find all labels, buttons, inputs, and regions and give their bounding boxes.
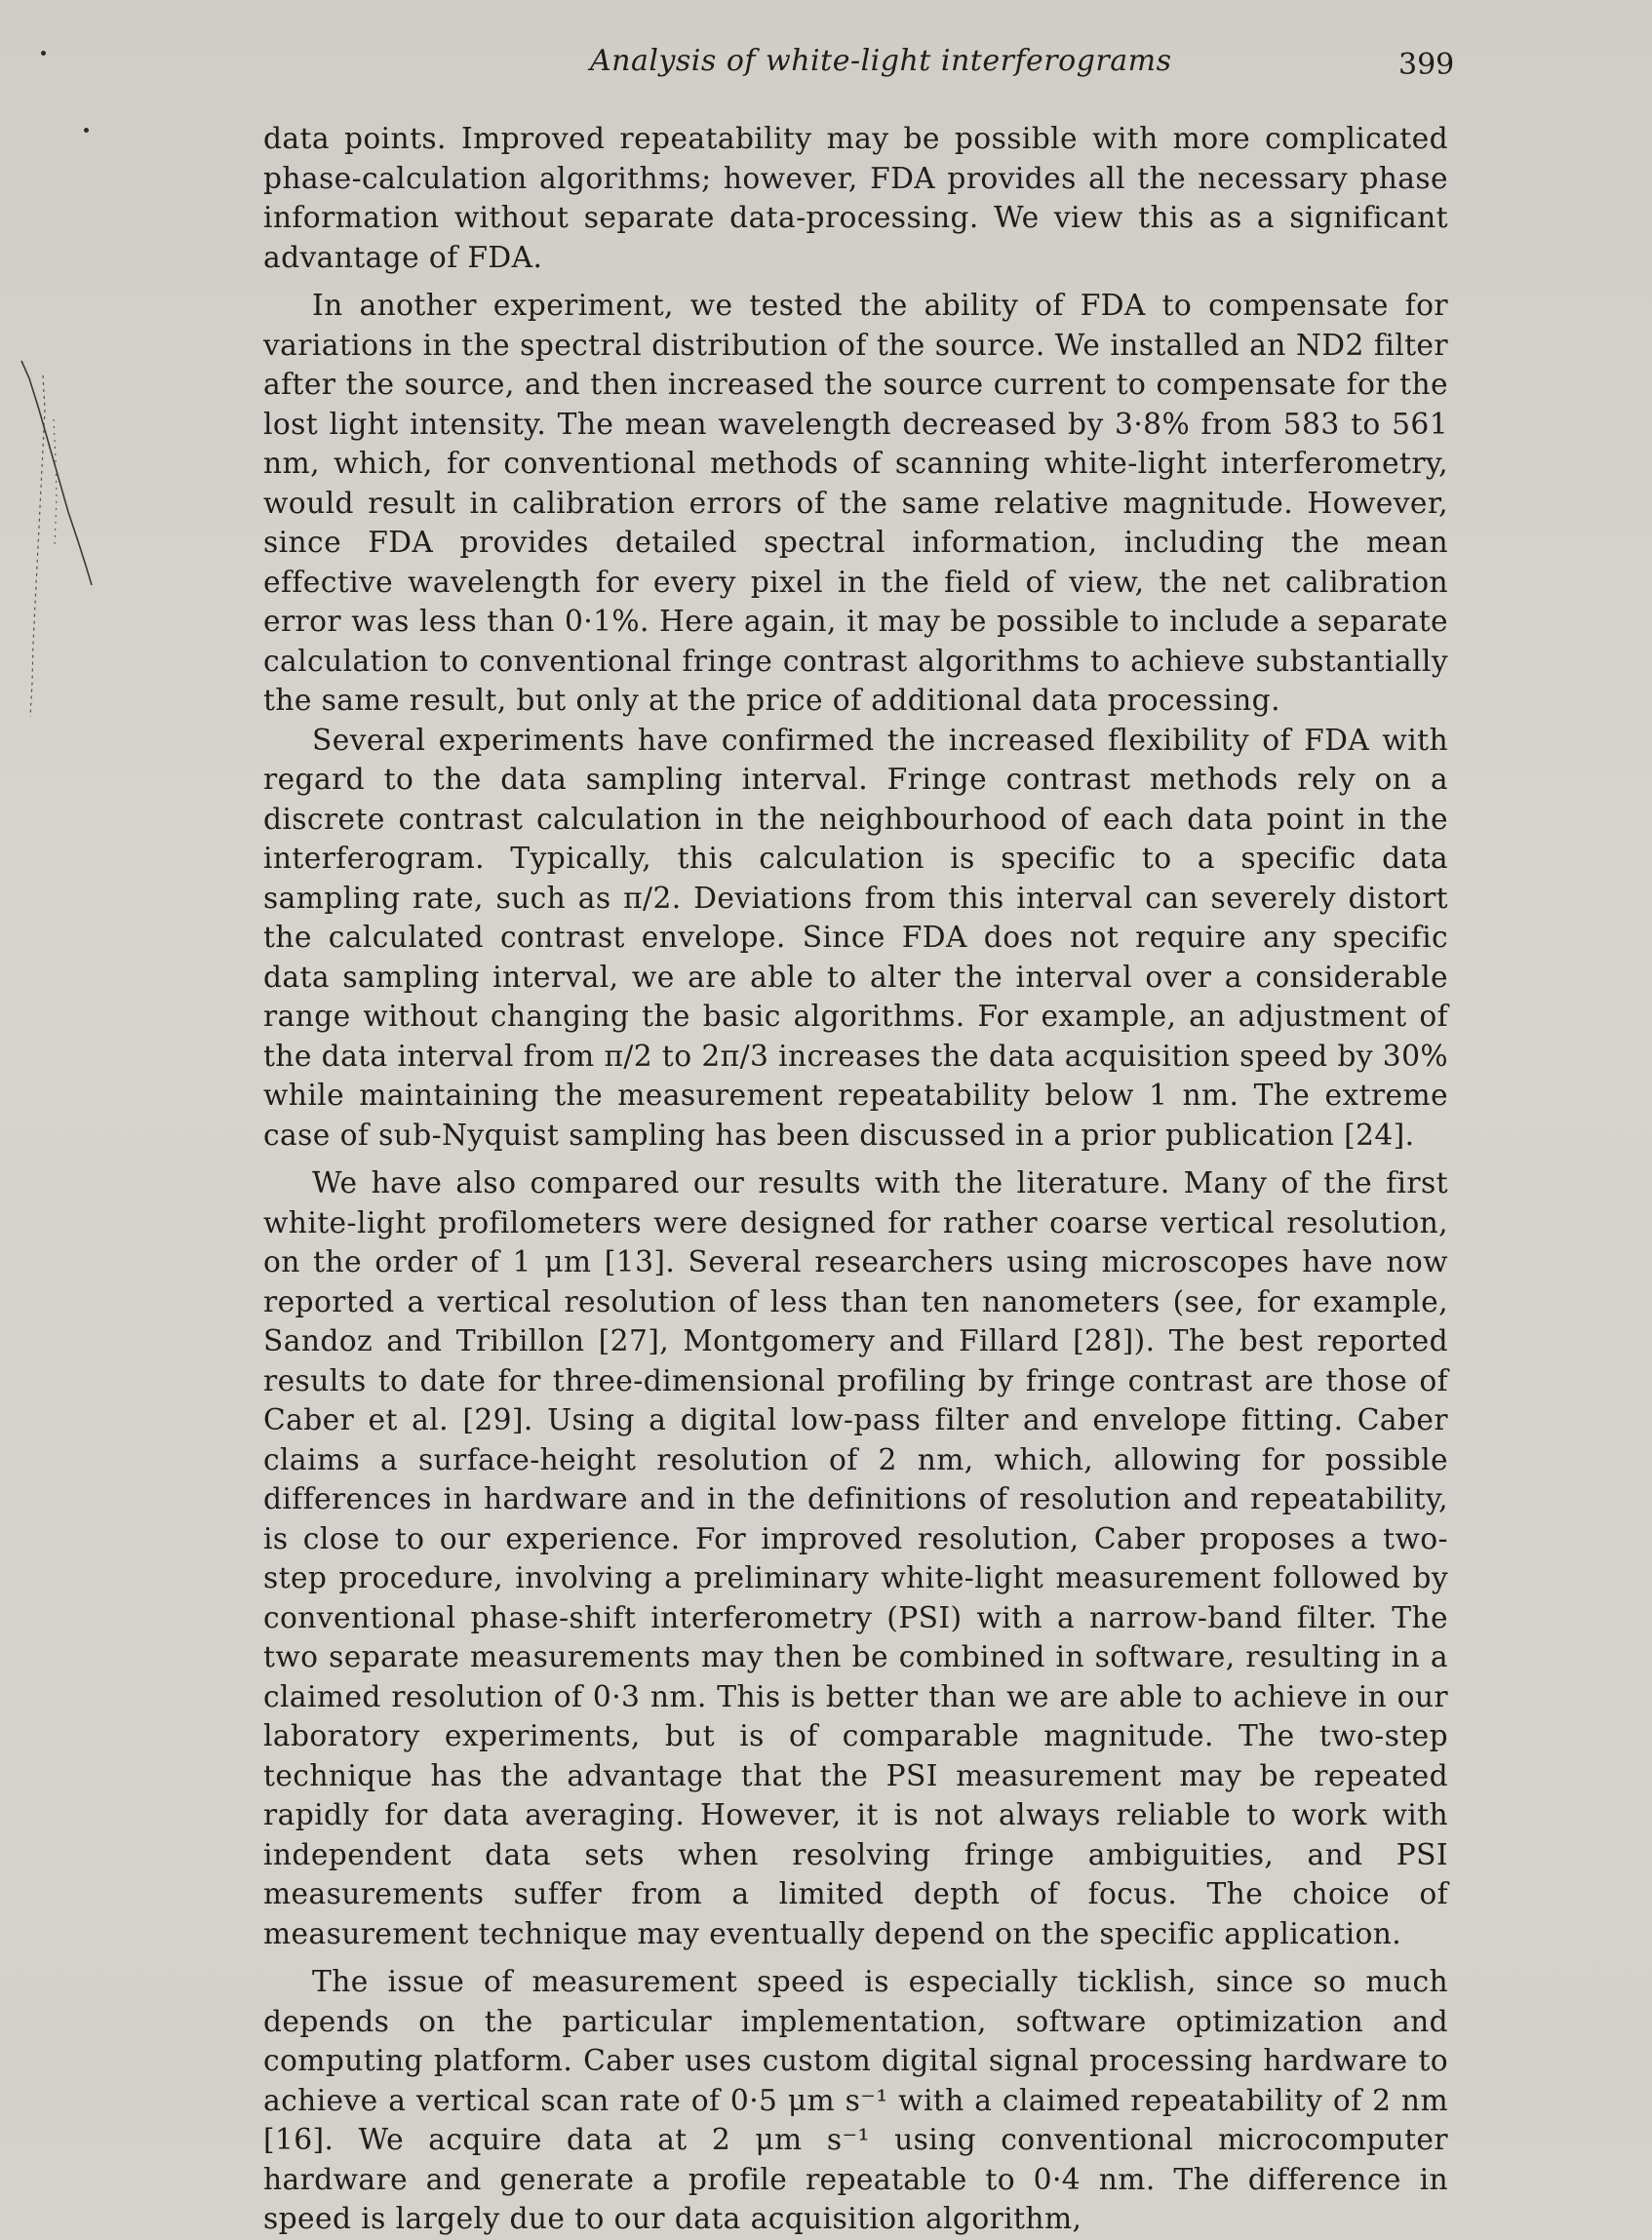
- body-text: [263, 120, 1448, 2240]
- paragraph: Several experiments have confirmed the increased flexibility of FDA with regard to the data sampling interval. Fringe contrast methods rely on a discrete contrast calculation in the neighbourhood of each data point in the interferogram. Typically, this calculation is specific to a specific data sampling rate, such as π/2. Deviations from this interval can severely distort the calculated contrast envelope. Since FDA does not require any specific data sampling interval, we are able to alter the interval over a considerable range without changing the basic algorithms. For example, an adjustment of the data interval from π/2 to 2π/3 increases the data acquisition speed by 30% while maintaining the measurement repeatability below 1 nm. The extreme case of sub-Nyquist sampling has been discussed in a prior publication [24].: [263, 723, 1448, 1153]
- page-number: 399: [1398, 48, 1455, 82]
- page-header: [0, 44, 1652, 93]
- paragraph: In another experiment, we tested the ability of FDA to compensate for variations in the spectral distribution of the source. We installed an ND2 filter after the source, and then increased the source current to compensate for the lost light intensity. The mean wavelength decreased by 3·8% from 583 to 561 nm, which, for conventional methods of scanning white-light interferometry, would result in calibration errors of the same relative magnitude. However, since FDA provides detailed spectral information, including the mean effective wavelength for every pixel in the field of view, the net calibration error was less than 0·1%. Here again, it may be possible to include a separate calculation to conventional fringe contrast algorithms to achieve substantially the same result, but only at the price of additional data processing.: [263, 289, 1448, 718]
- running-title: Analysis of white-light interferograms: [590, 44, 1172, 78]
- margin-pencil-mark: [0, 0, 117, 741]
- paragraph: The issue of measurement speed is especially ticklish, since so much depends on the particular implementation, software optimization and computing platform. Caber uses custom digital signal processing hardware to achieve a vertical scan rate of 0·5 μm s⁻¹ with a claimed repeatability of 2 nm [16]. We acquire data at 2 μm s⁻¹ using conventional microcomputer hardware and generate a profile repeatable to 0·4 nm. The difference in speed is largely due to our data acquisition algorithm,: [263, 1965, 1448, 2236]
- paragraph: data points. Improved repeatability may be possible with more complicated phase-calculation algorithms; however, FDA provides all the necessary phase information without separate data-processing. We view this as a significant advantage of FDA.: [263, 122, 1448, 275]
- paragraph: We have also compared our results with the literature. Many of the first white-light profilometers were designed for rather coarse vertical resolution, on the order of 1 μm [13]. Several researchers using microscopes have now reported a vertical resolution of less than ten nanometers (see, for example, Sandoz and Tribillon [27], Montgomery and Fillard [28]). The best reported results to date for three-dimensional profiling by fringe contrast are those of Caber et al. [29]. Using a digital low-pass filter and envelope fitting. Caber claims a surface-height resolution of 2 nm, which, allowing for possible differences in hardware and in the definitions of resolution and repeatability, is close to our experience. For improved resolution, Caber proposes a two-step procedure, involving a preliminary white-light measurement followed by conventional phase-shift interferometry (PSI) with a narrow-band filter. The two separate measurements may then be combined in software, resulting in a claimed resolution of 0·3 nm. This is better than we are able to achieve in our laboratory experiments, but is of comparable magnitude. The two-step technique has the advantage that the PSI measurement may be repeated rapidly for data averaging. However, it is not always reliable to work with independent data sets when resolving fringe ambiguities, and PSI measurements suffer from a limited depth of focus. The choice of measurement technique may eventually depend on the specific application.: [263, 1166, 1448, 1951]
